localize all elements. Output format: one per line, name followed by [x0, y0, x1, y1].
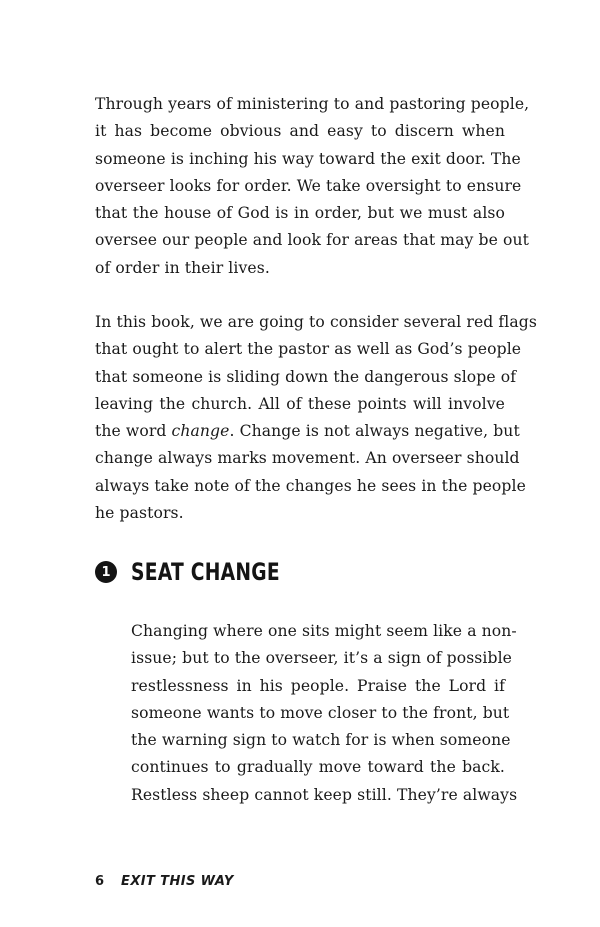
text-line: Through years of ministering to and pastoring people,	[95, 95, 530, 113]
text-line: Restless sheep cannot keep still. They’re always	[131, 785, 518, 804]
page-number: 6	[95, 874, 105, 889]
section-heading	[95, 556, 322, 588]
text-line: restlessness in his people. Praise the Lord if	[131, 676, 505, 695]
text-line: leaving the church. All of these points will involve	[95, 394, 505, 413]
text-line: someone wants to move closer to the front, but	[131, 703, 510, 722]
text-line-with-emphasis	[95, 418, 520, 445]
paragraph-red-flags	[95, 309, 537, 527]
text-line: issue; but to the overseer, it’s a sign of possible	[131, 649, 512, 668]
text-line: oversee our people and look for areas that may be out	[95, 231, 529, 250]
text-segment: . Change is not always negative, but	[229, 422, 520, 441]
text-line: always take note of the changes he sees in the people	[95, 476, 526, 495]
text-line: change always marks movement. An overseer should	[95, 449, 520, 468]
text-line: of order in their lives.	[95, 258, 270, 277]
page-footer	[95, 874, 234, 889]
emphasis-change: change	[171, 422, 230, 441]
paragraph-seat-change	[131, 618, 518, 809]
text-line: that ought to alert the pastor as well as God’s people	[95, 340, 522, 359]
text-line: that the house of God is in order, but we must also	[95, 204, 505, 223]
running-title: EXIT THIS WAY	[121, 874, 234, 889]
text-line: the warning sign to watch for is when someone	[131, 731, 511, 750]
paragraph-intro	[95, 91, 530, 282]
text-line: he pastors.	[95, 504, 184, 523]
text-line: continues to gradually move toward the back.	[131, 758, 505, 777]
text-line: that someone is sliding down the dangerous slope of	[95, 367, 517, 386]
text-line: someone is inching his way toward the exit door. The	[95, 149, 521, 168]
text-line: overseer looks for order. We take oversight to ensure	[95, 176, 522, 195]
text-line: it has become obvious and easy to discern when	[95, 122, 505, 141]
text-line: Changing where one sits might seem like a non-	[131, 622, 517, 640]
text-line: In this book, we are going to consider several red flags	[95, 313, 537, 331]
text-segment: the word	[95, 422, 172, 441]
section-title: SEAT CHANGE	[131, 558, 280, 586]
section-number-badge: 1	[95, 561, 117, 583]
